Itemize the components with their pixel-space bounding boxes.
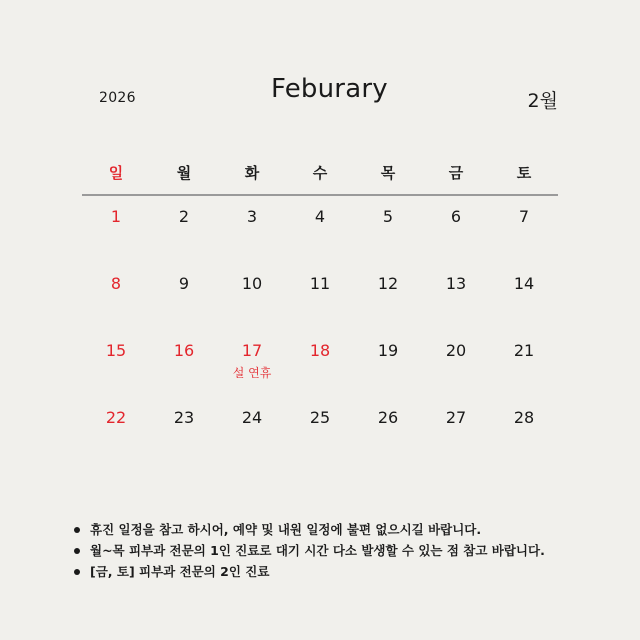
day-number: 24 <box>241 408 263 427</box>
day-cell <box>354 407 422 474</box>
day-cell <box>354 206 422 273</box>
calendar-grid <box>82 206 558 474</box>
day-cell <box>218 407 286 474</box>
day-cell <box>490 340 558 407</box>
weekday-label: 금 <box>448 164 464 182</box>
day-number: 4 <box>314 207 326 226</box>
day-number: 9 <box>178 274 190 293</box>
notice-text: [금, 토] 피부과 전문의 2인 진료 <box>90 564 270 579</box>
day-number: 8 <box>110 274 122 293</box>
day-number: 14 <box>513 274 535 293</box>
day-number: 28 <box>513 408 535 427</box>
day-cell <box>150 273 218 340</box>
bullet-icon <box>74 569 80 575</box>
day-cell <box>82 273 150 340</box>
day-number: 16 <box>173 341 195 360</box>
day-number: 23 <box>173 408 195 427</box>
day-number: 26 <box>377 408 399 427</box>
day-number: 19 <box>377 341 399 360</box>
day-cell <box>490 407 558 474</box>
day-cell <box>286 340 354 407</box>
day-number: 17 <box>241 341 263 360</box>
day-number: 1 <box>110 207 122 226</box>
day-number: 7 <box>518 207 530 226</box>
day-cell <box>490 273 558 340</box>
day-number: 27 <box>445 408 467 427</box>
day-cell <box>490 206 558 273</box>
day-number: 22 <box>105 408 127 427</box>
weekday-label: 목 <box>380 164 396 182</box>
day-number: 3 <box>246 207 258 226</box>
day-number: 6 <box>450 207 462 226</box>
week-row <box>82 273 558 340</box>
week-row <box>82 206 558 273</box>
day-number: 18 <box>309 341 331 360</box>
day-cell <box>422 273 490 340</box>
weekday-label: 수 <box>312 164 328 182</box>
day-cell <box>218 273 286 340</box>
header-divider <box>82 194 558 196</box>
day-number: 12 <box>377 274 399 293</box>
day-cell <box>354 340 422 407</box>
year-label: 2026 <box>99 90 136 106</box>
day-cell <box>82 206 150 273</box>
bullet-icon <box>74 548 80 554</box>
day-cell <box>286 407 354 474</box>
weekday-label: 토 <box>516 164 532 182</box>
day-number: 11 <box>309 274 331 293</box>
day-cell <box>422 407 490 474</box>
notice-text: 휴진 일정을 참고 하시어, 예약 및 내원 일정에 불편 없으시길 바랍니다. <box>90 522 482 537</box>
day-cell <box>354 273 422 340</box>
day-cell <box>286 273 354 340</box>
day-number: 25 <box>309 408 331 427</box>
notice-item <box>74 519 545 540</box>
day-cell <box>82 407 150 474</box>
day-number: 20 <box>445 341 467 360</box>
day-number: 13 <box>445 274 467 293</box>
weekday-label: 일 <box>108 164 124 182</box>
weekday-label: 월 <box>176 164 192 182</box>
weekday-label: 화 <box>244 164 260 182</box>
week-row <box>82 340 558 407</box>
day-cell <box>286 206 354 273</box>
notice-list <box>74 519 545 582</box>
day-number: 5 <box>382 207 394 226</box>
week-row <box>82 407 558 474</box>
day-number: 15 <box>105 341 127 360</box>
holiday-note: 설 연휴 <box>232 366 272 380</box>
day-cell <box>422 206 490 273</box>
day-cell <box>218 340 286 407</box>
month-title: Feburary <box>271 74 388 104</box>
day-number: 2 <box>178 207 190 226</box>
notice-item <box>74 540 545 561</box>
day-cell <box>82 340 150 407</box>
day-cell <box>150 206 218 273</box>
weekday-header-row <box>82 162 558 183</box>
month-korean-label: 2월 <box>527 90 558 112</box>
notice-text: 월~목 피부과 전문의 1인 진료로 대기 시간 다소 발생할 수 있는 점 참고 바랍니다. <box>90 543 545 558</box>
notice-item <box>74 561 545 582</box>
day-cell <box>422 340 490 407</box>
day-cell <box>150 340 218 407</box>
bullet-icon <box>74 527 80 533</box>
day-number: 21 <box>513 341 535 360</box>
day-cell <box>218 206 286 273</box>
day-number: 10 <box>241 274 263 293</box>
day-cell <box>150 407 218 474</box>
